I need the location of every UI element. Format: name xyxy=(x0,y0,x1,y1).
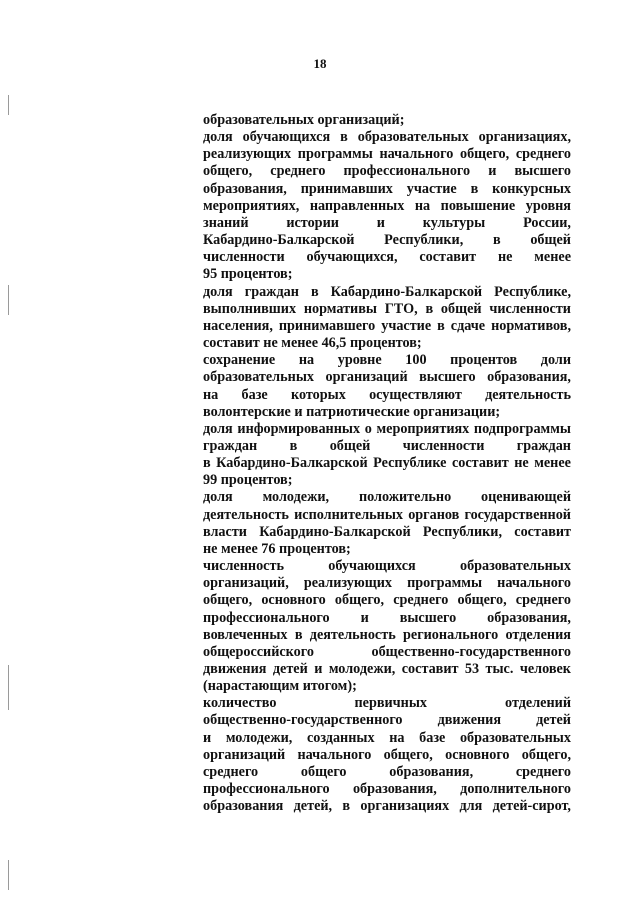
text-line: Кабардино-Балкарской Республики, в общей xyxy=(203,232,571,249)
text-line: не менее 76 процентов; xyxy=(203,540,351,557)
text-line: доля обучающихся в образовательных организациях, xyxy=(203,129,571,146)
text-line: деятельность исполнительных органов государственной xyxy=(203,506,571,523)
text-line: доля информированных о мероприятиях подпрограммы xyxy=(203,420,571,437)
text-line: движения детей и молодежи, составит 53 тыс. человек xyxy=(203,661,571,677)
text-line: 99 процентов; xyxy=(203,472,293,489)
text-line: профессионального и высшего образования, xyxy=(203,609,571,626)
scan-margin-mark xyxy=(8,860,9,890)
text-line: общественно-государственного движения детей xyxy=(203,712,571,729)
text-line: знаний истории и культуры России, xyxy=(203,214,571,231)
text-line: образования детей, в организациях для детей-сирот, xyxy=(203,798,571,815)
document-body-text xyxy=(203,112,571,815)
text-line: 95 процентов; xyxy=(203,266,293,283)
text-line: граждан в общей численности граждан xyxy=(203,437,571,454)
scan-margin-mark xyxy=(8,95,9,115)
text-line: волонтерские и патриотические организации; xyxy=(203,403,501,420)
text-line: среднего общего образования, среднего xyxy=(203,763,571,780)
text-line: власти Кабардино-Балкарской Республики, составит xyxy=(203,523,571,540)
text-line: образования, принимавших участие в конкурсных xyxy=(203,180,571,197)
scan-margin-mark xyxy=(8,665,9,710)
text-line: и молодежи, созданных на базе образовательных xyxy=(203,729,571,746)
text-line: мероприятиях, направленных на повышение уровня xyxy=(203,197,571,214)
text-line: сохранение на уровне 100 процентов доли xyxy=(203,352,571,369)
text-line: реализующих программы начального общего, среднего xyxy=(203,146,571,163)
text-line: организаций, реализующих программы начального xyxy=(203,575,571,592)
text-line: организаций начального общего, основного общего, xyxy=(203,746,571,763)
text-line: общего, среднего профессионального и высшего xyxy=(203,163,571,180)
text-line: доля молодежи, положительно оценивающей xyxy=(203,489,571,506)
text-line: в Кабардино-Балкарской Республике составит не менее xyxy=(203,455,571,472)
text-line: общего, основного общего, среднего общего, среднего xyxy=(203,592,571,609)
text-line: вовлеченных в деятельность регионального отделения xyxy=(203,626,571,643)
scan-margin-mark xyxy=(8,285,9,315)
text-line: населения, принимавшего участие в сдаче нормативов, xyxy=(203,317,571,334)
text-line: образовательных организаций высшего образования, xyxy=(203,369,571,386)
text-line: доля граждан в Кабардино-Балкарской Республике, xyxy=(203,283,571,300)
text-line: на базе которых осуществляют деятельность xyxy=(203,386,571,403)
text-line: профессионального образования, дополнительного xyxy=(203,781,571,798)
text-line: образовательных организаций; xyxy=(203,112,405,128)
text-line: количество первичных отделений xyxy=(203,695,571,712)
text-line: общероссийского общественно-государственного xyxy=(203,643,571,660)
text-line: (нарастающим итогом); xyxy=(203,678,357,695)
text-line: численности обучающихся, составит не менее xyxy=(203,249,571,266)
page-number: 18 xyxy=(313,56,327,71)
text-line: численность обучающихся образовательных xyxy=(203,558,571,575)
text-line: составит не менее 46,5 процентов; xyxy=(203,335,422,352)
text-line: выполнивших нормативы ГТО, в общей численности xyxy=(203,300,571,317)
